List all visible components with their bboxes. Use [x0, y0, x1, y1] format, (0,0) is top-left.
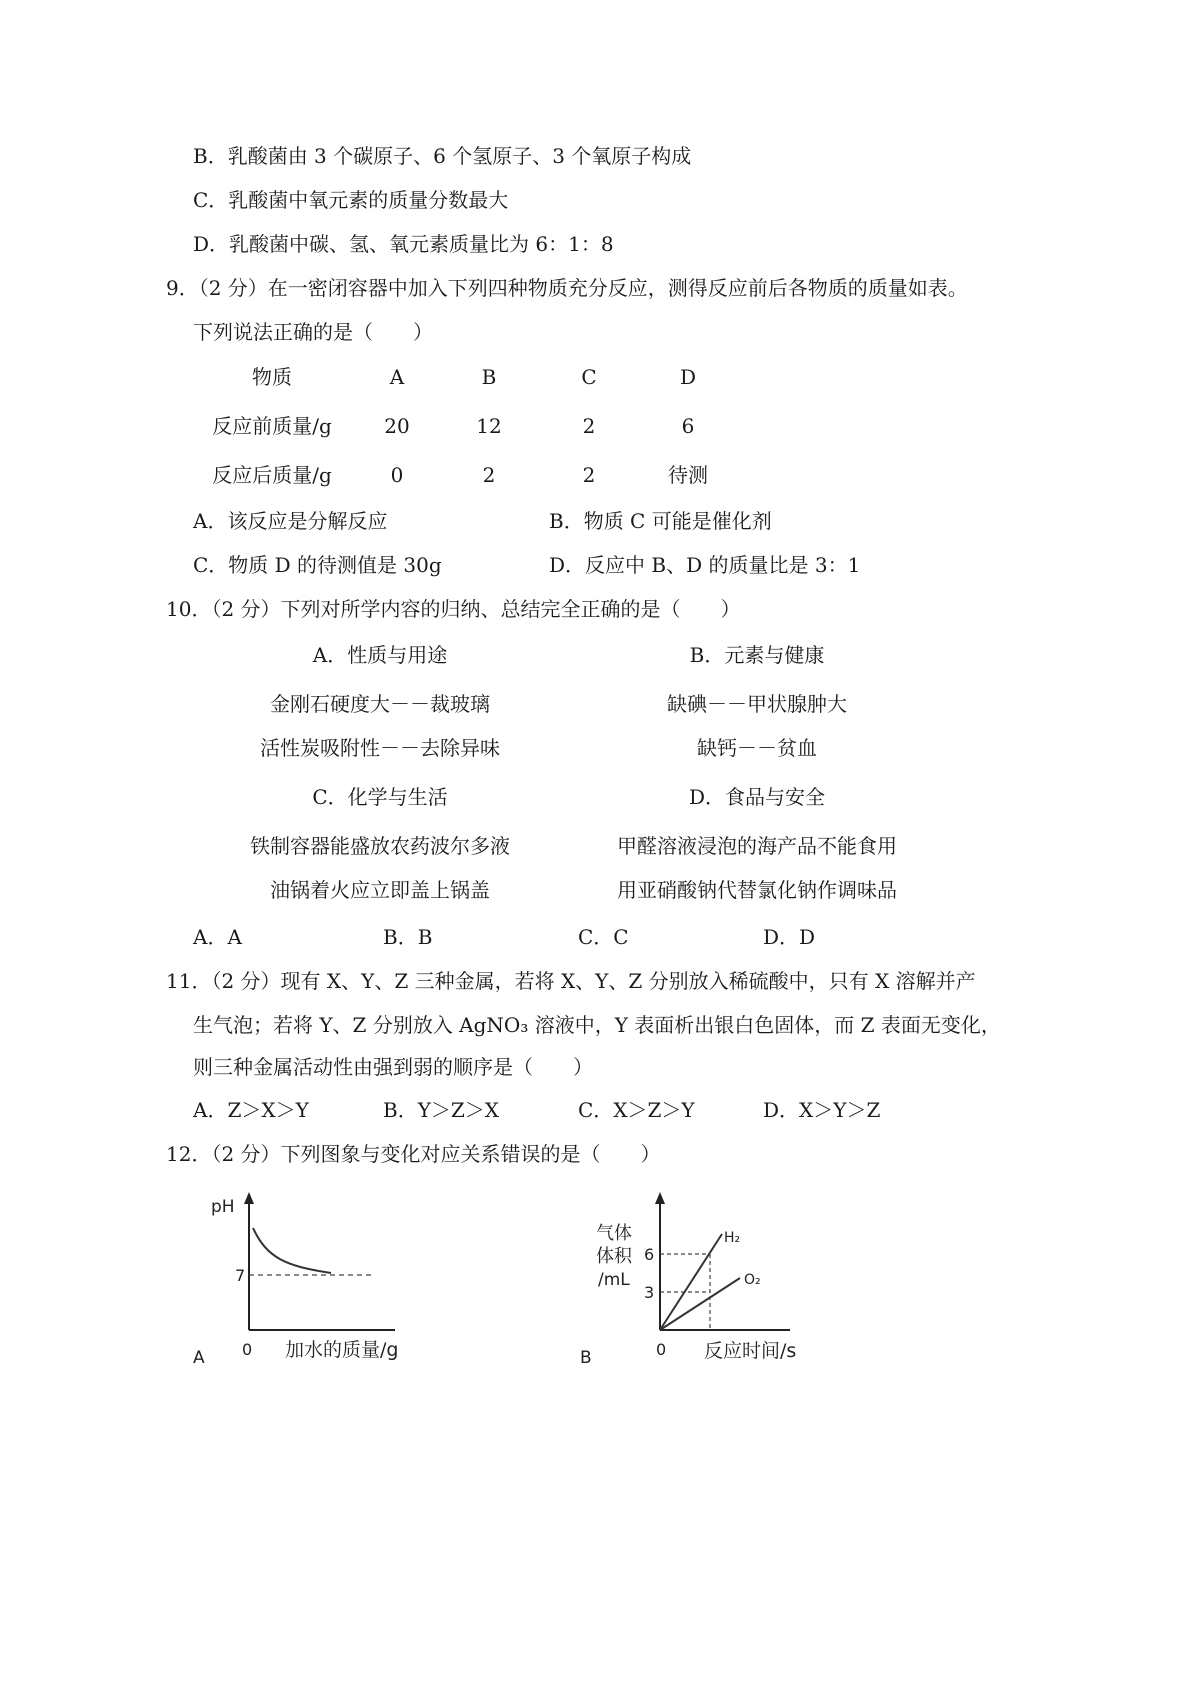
tick-label-3: 3 [644, 1283, 655, 1302]
q9-stem-line-1: 9．（2 分）在一密闭容器中加入下列四种物质充分反应，测得反应前后各物质的质量如表。 [166, 276, 968, 300]
q10-group-title: C．化学与生活 [312, 785, 448, 809]
table-cell: 0 [390, 463, 404, 487]
x-axis-label: 反应时间/s [704, 1340, 797, 1362]
q9-option-d: D．反应中 B、D 的质量比是 3：1 [549, 553, 861, 577]
y-axis-label-line-3: /mL [598, 1270, 630, 1290]
q10-group-item: 缺钙－－贫血 [697, 736, 817, 760]
ph-curve [253, 1228, 331, 1273]
q8-option-c: C．乳酸菌中氧元素的质量分数最大 [193, 188, 509, 212]
q9-option-c: C．物质 D 的待测值是 30g [193, 553, 442, 577]
h2-series-line [660, 1234, 722, 1330]
table-cell: 2 [482, 463, 496, 487]
q12-figure-a [185, 1180, 415, 1380]
q10-group-item: 金刚石硬度大－－裁玻璃 [270, 692, 490, 716]
q10-group-item: 油锅着火应立即盖上锅盖 [270, 878, 490, 902]
table-header-cell: A [389, 365, 405, 389]
q11-option-c: C．X＞Z＞Y [578, 1098, 695, 1122]
table-header-cell: 物质 [252, 365, 292, 389]
q11-stem-line-2: 生气泡；若将 Y、Z 分别放入 AgNO₃ 溶液中，Y 表面析出银白色固体，而 Z 表面无变化， [193, 1013, 1001, 1037]
q10-stem: 10．（2 分）下列对所学内容的归纳、总结完全正确的是（ ） [166, 597, 741, 621]
q12-figure-b [572, 1180, 812, 1380]
table-header-cell: C [581, 365, 597, 389]
table-header-cell: B [481, 365, 497, 389]
q10-option-a: A．A [193, 925, 242, 949]
q12-stem: 12．（2 分）下列图象与变化对应关系错误的是（ ） [166, 1142, 661, 1166]
q8-option-d: D．乳酸菌中碳、氢、氧元素质量比为 6：1：8 [193, 232, 614, 256]
q10-group-item: 用亚硝酸钠代替氯化钠作调味品 [617, 878, 897, 902]
q10-group-title: D．食品与安全 [688, 785, 826, 809]
table-header-cell: D [679, 365, 697, 389]
origin-label: 0 [656, 1340, 667, 1359]
q11-option-d: D．X＞Y＞Z [763, 1098, 881, 1122]
q10-group-item: 甲醛溶液浸泡的海产品不能食用 [617, 834, 897, 858]
table-cell: 2 [582, 463, 596, 487]
q9-option-b: B．物质 C 可能是催化剂 [549, 509, 772, 533]
x-axis-label: 加水的质量/g [285, 1339, 399, 1361]
y-axis-arrow [655, 1192, 665, 1204]
q9-stem-line-2: 下列说法正确的是（ ） [193, 320, 433, 344]
table-cell: 12 [476, 414, 502, 438]
q11-stem-line-1: 11．（2 分）现有 X、Y、Z 三种金属，若将 X、Y、Z 分别放入稀硫酸中，只有 X 溶解并产 [166, 969, 976, 993]
table-cell: 待测 [668, 463, 708, 487]
o2-series-line [660, 1278, 740, 1330]
q10-group-title: A．性质与用途 [312, 643, 448, 667]
table-cell: 6 [681, 414, 695, 438]
figure-label-b: B [580, 1348, 592, 1368]
table-cell: 2 [582, 414, 596, 438]
tick-label-6: 6 [644, 1245, 655, 1264]
y-axis-arrow [244, 1192, 254, 1204]
table-cell: 反应后质量/g [212, 463, 332, 487]
q10-option-c: C．C [578, 925, 629, 949]
q8-option-b: B．乳酸菌由 3 个碳原子、6 个氢原子、3 个氧原子构成 [193, 144, 692, 168]
q10-group-item: 活性炭吸附性－－去除异味 [260, 736, 500, 760]
origin-label: 0 [242, 1340, 253, 1359]
q10-group-item: 铁制容器能盛放农药波尔多液 [250, 834, 510, 858]
y-axis-label: pH [211, 1197, 235, 1217]
q10-group-item: 缺碘－－甲状腺肿大 [667, 692, 847, 716]
q10-group-title: B．元素与健康 [689, 643, 825, 667]
q10-option-b: B．B [383, 925, 433, 949]
table-cell: 20 [384, 414, 410, 438]
q9-option-a: A．该反应是分解反应 [193, 509, 388, 533]
q11-stem-line-3: 则三种金属活动性由强到弱的顺序是（ ） [193, 1055, 593, 1079]
figure-label-a: A [193, 1348, 205, 1368]
y-axis-label-line-2: 体积 [596, 1246, 632, 1267]
q11-option-a: A．Z＞X＞Y [193, 1098, 309, 1122]
q11-option-b: B．Y＞Z＞X [383, 1098, 500, 1122]
q10-option-d: D．D [763, 925, 816, 949]
tick-label-7: 7 [235, 1266, 246, 1285]
o2-label: O₂ [744, 1272, 761, 1288]
y-axis-label-line-1: 气体 [596, 1223, 632, 1244]
h2-label: H₂ [724, 1230, 741, 1246]
table-cell: 反应前质量/g [212, 414, 332, 438]
